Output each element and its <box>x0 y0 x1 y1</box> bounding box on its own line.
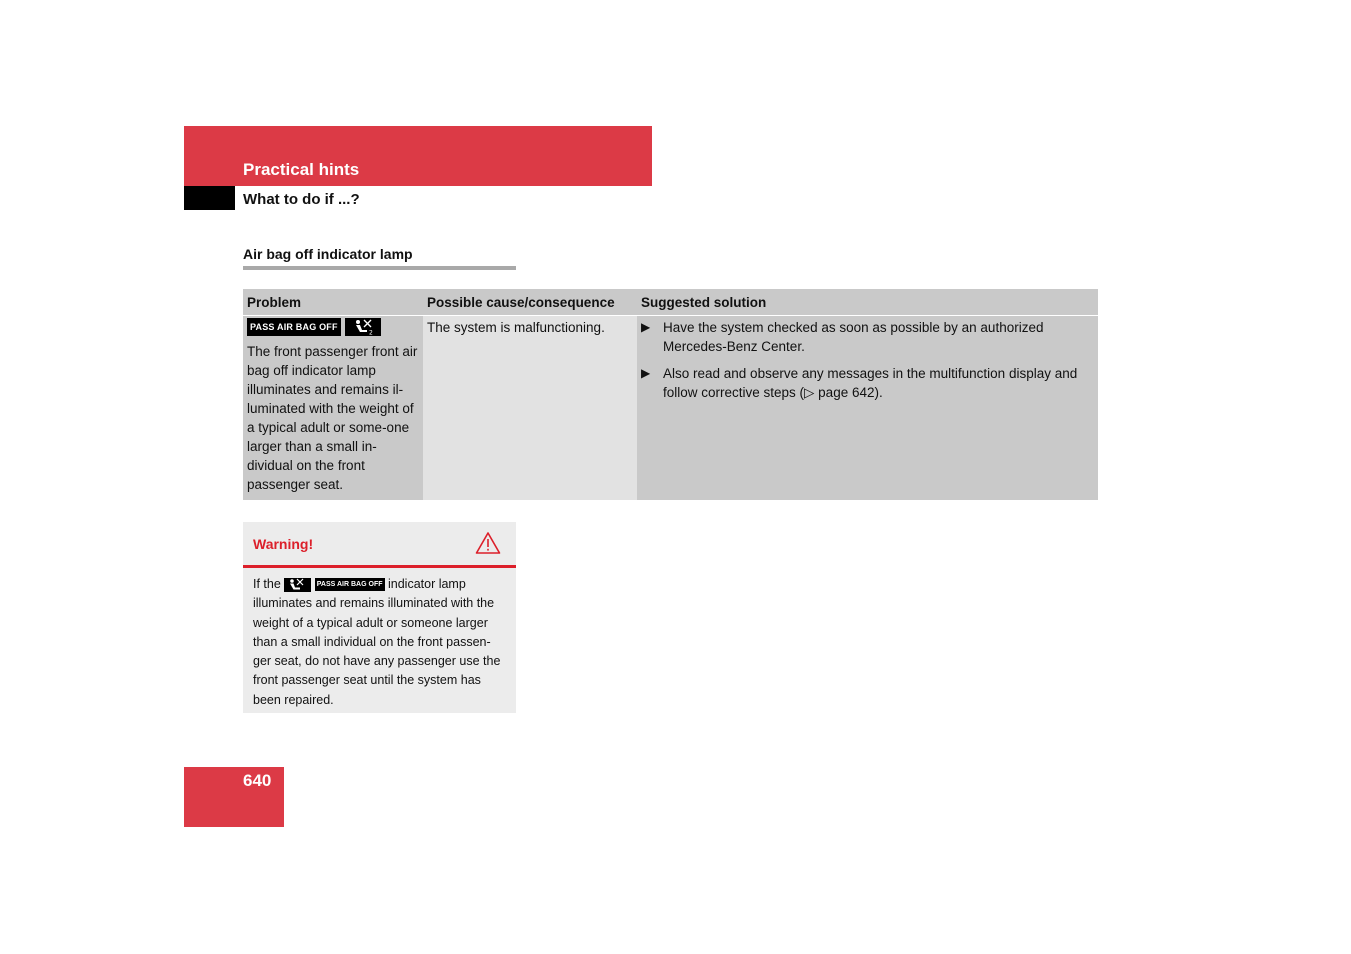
warning-text <box>243 568 516 710</box>
header-solution: Suggested solution <box>637 289 1098 316</box>
solution-step <box>641 364 1094 402</box>
problem-cell <box>243 316 423 501</box>
solution-text: Have the system checked as soon as possible by an authorized Mercedes-Benz Center. <box>663 320 1044 354</box>
warning-header <box>243 522 516 568</box>
section-marker <box>184 186 235 210</box>
header-problem: Problem <box>243 289 423 316</box>
chapter-subtitle: What to do if ...? <box>243 191 360 208</box>
section-rule <box>243 266 516 270</box>
pass-air-bag-off-lamp: PASS AIR BAG OFF <box>315 578 385 591</box>
page-number-tab <box>184 767 284 827</box>
warning-suffix: indicator lamp <box>387 577 466 591</box>
warning-title: Warning! <box>253 536 314 552</box>
seat-occupant-icon <box>284 578 311 592</box>
section-title: Air bag off indicator lamp <box>243 246 413 262</box>
svg-text:2: 2 <box>368 329 373 335</box>
warning-body: illuminates and remains illuminated with the weight of a typical adult or someone larger than a small individual on the front passen-ger seat, do not have any passenger use the front passenger seat until the system has been repaired. <box>253 596 501 707</box>
table-row <box>243 316 1098 501</box>
step-arrow-icon: ▶ <box>641 320 651 334</box>
solution-cell <box>637 316 1098 501</box>
problem-text: The front passenger front air bag off indicator lamp illuminates and remains il-luminated with the weight of a typical adult or some-one larger than a small in-dividual on the front passenger seat. <box>247 344 418 492</box>
warning-triangle-icon <box>475 531 501 560</box>
chapter-header <box>184 126 652 186</box>
pass-air-bag-off-lamp: PASS AIR BAG OFF <box>247 318 341 336</box>
warning-prefix: If the <box>253 577 281 591</box>
seat-occupant-icon <box>345 318 381 336</box>
header-cause: Possible cause/consequence <box>423 289 637 316</box>
page-number: 640 <box>243 771 272 790</box>
warning-box <box>243 522 516 713</box>
cause-cell: The system is malfunctioning. <box>423 316 637 501</box>
solution-step <box>641 318 1094 356</box>
solution-text: Also read and observe any messages in the multifunction display and follow corrective steps (▷ page 642). <box>663 366 1078 400</box>
troubleshooting-table <box>243 289 1098 500</box>
table-header-row <box>243 289 1098 316</box>
step-arrow-icon: ▶ <box>641 366 651 380</box>
indicator-lamp-symbols <box>247 318 419 336</box>
chapter-title: Practical hints <box>243 160 360 179</box>
